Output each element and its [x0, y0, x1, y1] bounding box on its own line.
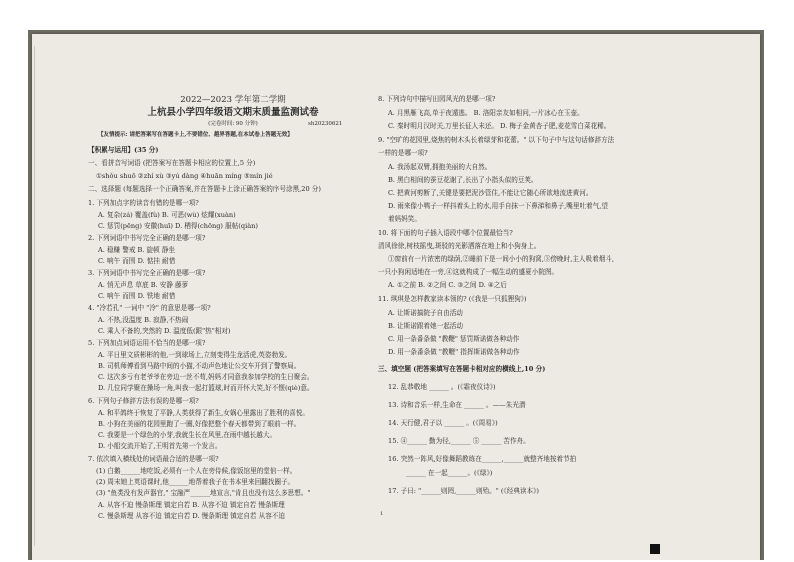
question-17: 17. 子曰: "______则罔,______则殆。" (《经典读本》) — [388, 487, 539, 495]
question-2-5: 5. 下列加点词语运用不恰当的是哪一项? — [88, 339, 206, 347]
option-line: A. 让斯诺搞院子自由活动 — [388, 309, 463, 317]
question-12: 12. 乱恭敬地 ______ 。(《霜夜仪诗》) — [388, 383, 496, 391]
option-line: A. 平日里文质彬彬的他,一到球场上,立刻变得生龙活虎,英姿勃发。 — [98, 351, 292, 359]
option-line: C. 用一条番条做 "教鞭" 惩罚斯诺做各种动作 — [388, 335, 520, 343]
question-14: 14. 天行健,君子以 ______ 。(《周易》) — [388, 419, 498, 427]
question-10: 10. 将下面的句子插入语段中哪个位置最恰当? — [378, 229, 513, 237]
question-2-4: 4. "冷若孔" 一词中 "冷" 的意思是哪一项? — [88, 304, 211, 312]
option-line: B. 司机师傅看到马路中间的小猫,不动声色地让公交车开到了警察局。 — [98, 362, 301, 370]
question-9-cont: 一样的是哪一项? — [378, 149, 428, 157]
page-number: 1 — [380, 511, 384, 517]
option-line: A. 我汤起双臂,拥抱美丽的大自然。 — [388, 163, 492, 171]
option-line: A. 复杂(zá) 覆盖(fù) B. 可恶(wù) 炫耀(xuàn) — [98, 211, 236, 219]
section-heading: 【积累与运用】(35 分) — [88, 146, 159, 154]
question-10-passage: ①窗前有一片浓密的绿荫,②睡前下是一间小小的狗窝,③傍晚时,主人吸着烟斗, — [388, 255, 614, 263]
option-line: D. 几位同学聚在操场一角,叫我一起打篮球,时而开怀大笑,好不惬(qiè)意。 — [98, 384, 314, 392]
question-10-sentence: 清风徐徐,树枝摇曳,斑驳的光影洒落在地上和小狗身上。 — [378, 242, 541, 250]
option-line: A. ①之前 B. ②之间 C. ③之间 D. ④之后 — [388, 281, 507, 289]
section-3-heading: 三、填空题 (把答案填写在答题卡相对应的横线上,10 分) — [378, 365, 546, 373]
option-line: A. 稳赚 警戒 B. 旋顿 静坐 — [98, 246, 176, 254]
option-line: C. 响午 而围 D. 惦挂 耐惜 — [98, 257, 176, 265]
option-line: (2) 周末她上英语课时,他______地帮着我子在书本里来回翻找圈子。 — [96, 478, 295, 486]
exam-year: 2022—2023 学年第二学期 — [180, 95, 286, 105]
option-line: (3) "鱼类没有发声器官," 宝融严______地宣言,"肯且也没有这么多思想。" — [96, 489, 311, 497]
question-2-2: 2. 下列词语中书写完全正确的是哪一项? — [88, 234, 206, 242]
question-2-6: 6. 下列句子修辞方法有误的是哪一项? — [88, 397, 199, 405]
option-line: D. 小船交流开始了,王明首先第一个发言。 — [98, 442, 222, 450]
option-line: A. 和平鸽终于恢复了平静,人类获得了新生,女娲心里露出了胜利的喜悦。 — [98, 409, 309, 417]
option-line: A. 悄无声息 草底 B. 安静 藤萝 — [98, 281, 189, 289]
option-line: A. 月黑雁飞高,单于夜遁逃。 B. 洛阳亲友如相问,一片冰心在玉壶。 — [388, 109, 584, 117]
option-line: C. 这次多亏有老爷爷在旁边一丝不苟,妈妈才同意我参加学校的生日聚会。 — [98, 373, 314, 381]
option-line: C. 把黄河剪断了,关键是要把泥沙管住,不能让它随心所欲地流进黄河。 — [388, 189, 593, 197]
option-line: D. 用一条番条做 "教鞭" 指挥斯诺做各种动作 — [388, 348, 520, 356]
question-16-cont: ______ 在一起______。(《绿》) — [406, 469, 493, 477]
exam-duration: (完卷时间: 90 分钟) — [208, 121, 258, 127]
question-2-3: 3. 下列词语中书写完全正确的是哪一项? — [88, 269, 206, 277]
exam-code: sh20230621 — [308, 121, 343, 127]
option-line: B. 黑白相间的蚕豆花谢了,长出了小指头似的豆荚。 — [388, 176, 538, 184]
option-line: C. 我要是一个绿色的小芽,我就生长在风里,在雨中越长越大。 — [98, 431, 277, 439]
option-line: C. 响午 而围 D. 铁地 耐惜 — [98, 292, 176, 300]
question-11: 11. 琪琪是怎样教家读本领的? (《我是一只狐狸狗》) — [378, 295, 527, 303]
option-line: (1) 白鹅______地吃饭,必须有一个人在旁侍候,像饭馆里的堂倌一样。 — [96, 467, 297, 475]
option-line: C. 秦时明月汉时关,万里长征人未还。 D. 梅子金黄杏子肥,麦花雪白菜花稀。 — [388, 122, 611, 130]
question-16: 16. 突然一阵风,好像舞蹈教练在______,______就整齐地按着节拍 — [388, 455, 577, 463]
question-2: 二、选择题 (每题选择一个正确答案,并在答题卡上涂正确答案的序号涂黑,20 分) — [88, 185, 321, 193]
option-line: B. 小狗在美丽的花园里跑了一圈,好像把整个春天都带到了眼前一样。 — [98, 420, 301, 428]
question-10-passage: 一只小狗闲适地在一旁,④这就构成了一幅生动的盛夏小院图。 — [378, 268, 559, 276]
photo-background — [28, 30, 764, 560]
question-8: 8. 下列诗句中描写田园风光的是哪一项? — [378, 95, 496, 103]
question-2-1: 1. 下列加点字的读音有错的是哪一项? — [88, 199, 199, 207]
question-1-pinyin: ①shǒu shuō ②zhí xù ③yú dàng ④huān míng ⑤mín jié — [96, 172, 273, 180]
option-line: C. 慢条斯理 从容不迫 镇定自若 D. 慢条斯理 镇定自若 从容不迫 — [98, 512, 285, 520]
option-line: A. 不热,没温度 B. 寂静,不热闹 — [98, 316, 189, 324]
option-line: C. 乘人不备的,突然的 D. 温度低(跟"热"相对) — [98, 327, 231, 335]
question-2-7: 7. 依次填入横线处的词语最合适的是哪一项? — [88, 455, 219, 463]
option-line: D. 雨来像小鸭子一样抖着头上的水,用手自抹一下鼻涕和鼻子,嘴里吐着气,望 — [388, 202, 608, 210]
option-line: C. 惩罚(pēng) 安徽(huī) D. 栖得(chōng) 服帖(qiàn) — [98, 222, 258, 230]
question-9: 9. "空旷的花园里,烧焦的树木头长着绿芽和花蕾。" 以下句子中与这句话修辞方法 — [378, 136, 615, 144]
question-13: 13. 诗和音乐一样,生命在 ______ 。——朱光潜 — [388, 401, 526, 409]
question-1: 一、看拼音写词语 (把答案写在答题卡相应的位置上,5 分) — [88, 159, 256, 167]
question-15: 15. ④______ 勤为径,______ ⑤ ______ 苦作舟。 — [388, 437, 530, 445]
option-line: A. 从容不迫 慢条斯理 镇定自若 B. 从容不迫 镇定自若 慢条斯理 — [98, 501, 285, 509]
option-line: 着妈妈笑。 — [388, 215, 421, 223]
exam-title: 上杭县小学四年级语文期末质量监测试卷 — [147, 107, 319, 118]
exam-note: 【友情提示: 请把答案写在答题卡上,不要错位、越界答题,在本试卷上答题无效】 — [98, 132, 293, 138]
option-line: B. 让斯诺跟着她一起活动 — [388, 322, 463, 330]
corner-mark — [650, 544, 660, 554]
exam-paper — [32, 34, 760, 560]
